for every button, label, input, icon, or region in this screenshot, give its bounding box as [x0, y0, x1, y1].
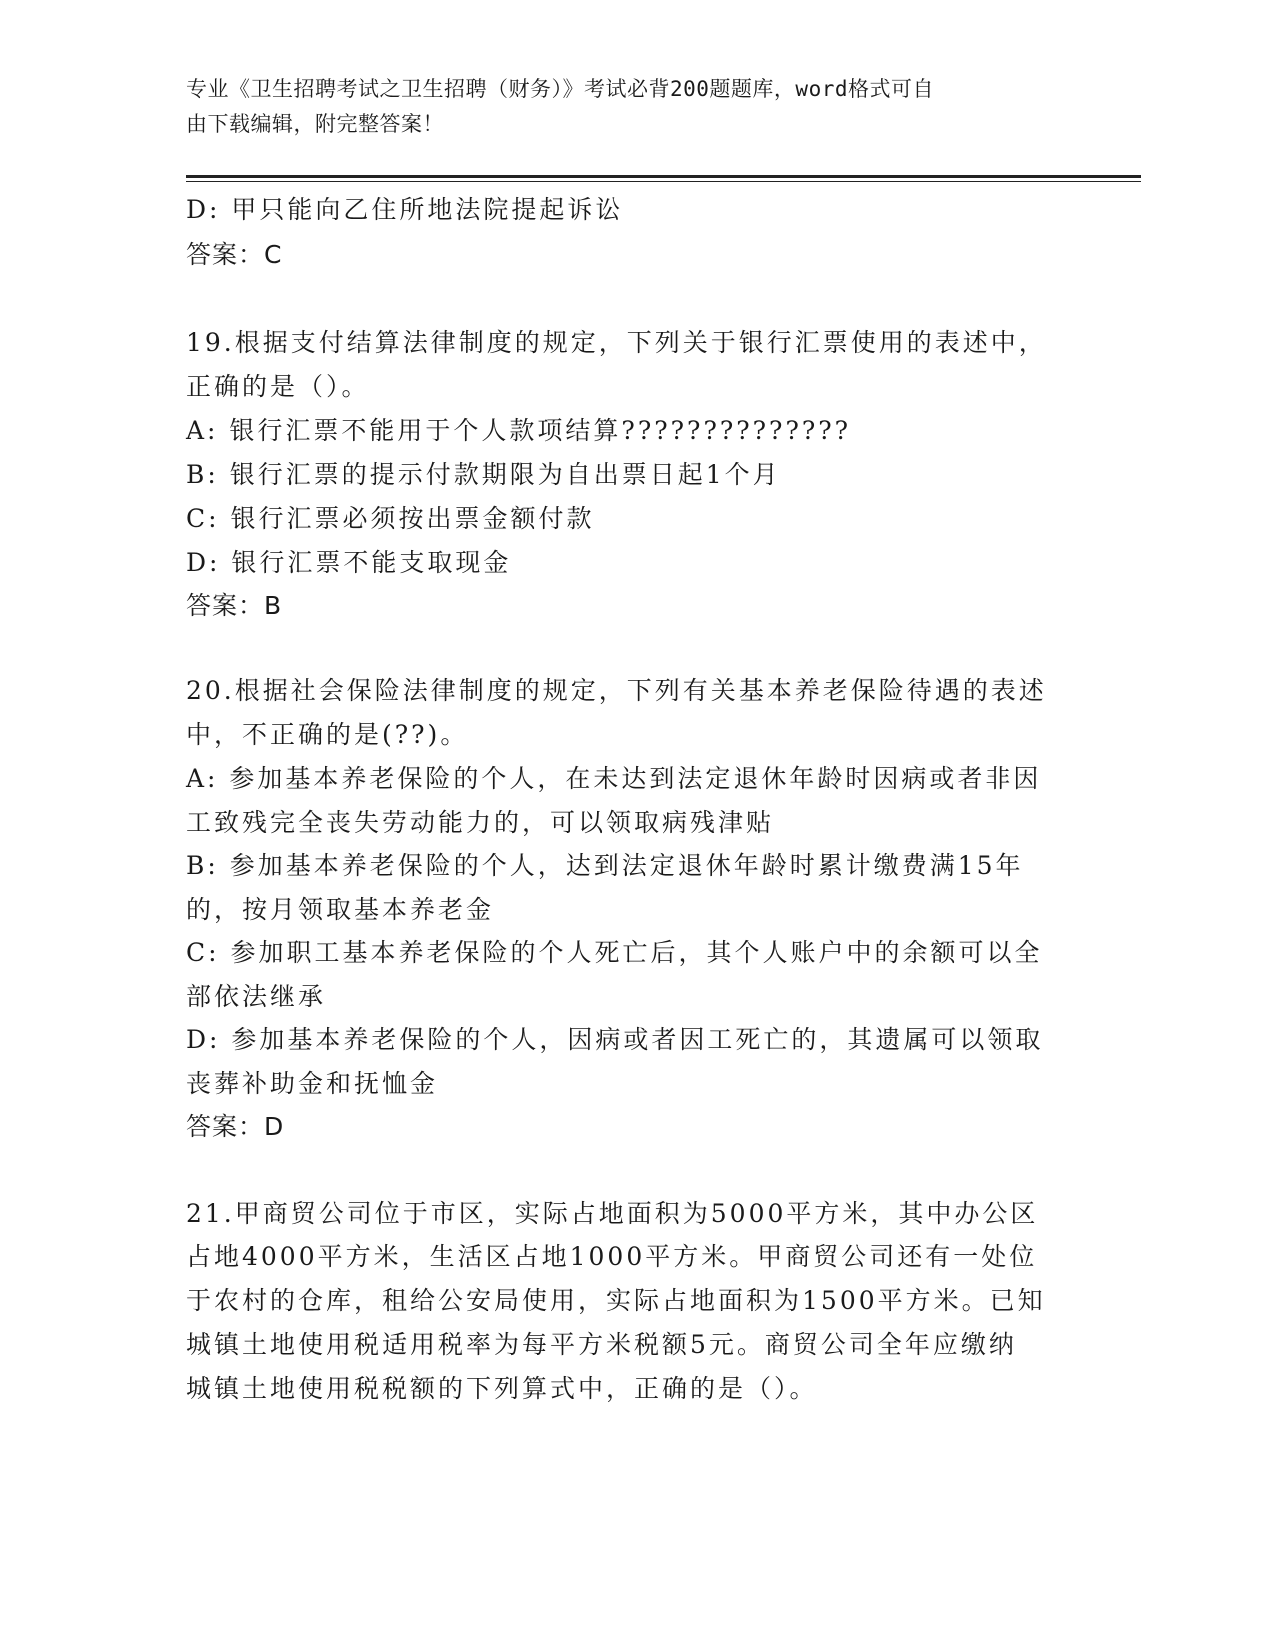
q20-option-d-line-1: D: 参加基本养老保险的个人，因病或者因工死亡的，其遗属可以领取 — [186, 1025, 1044, 1054]
prev-answer: 答案：C — [186, 240, 283, 269]
q20-option-b-line-1: B: 参加基本养老保险的个人，达到法定退休年龄时累计缴费满15年 — [186, 851, 1024, 880]
q20-option-b-line-2: 的，按月领取基本养老金 — [186, 895, 495, 924]
q20-option-a-line-2: 工致残完全丧失劳动能力的，可以领取病残津贴 — [186, 808, 775, 837]
header-divider-thick — [186, 175, 1141, 178]
header-divider-thin — [186, 181, 1141, 182]
q19-stem-line-2: 正确的是（）。 — [186, 372, 370, 401]
header-line-2: 由下载编辑，附完整答案！ — [186, 112, 444, 136]
q19-option-d: D: 银行汇票不能支取现金 — [186, 548, 512, 577]
q21-stem-line-2: 占地4000平方米，生活区占地1000平方米。甲商贸公司还有一处位 — [186, 1242, 1038, 1271]
q19-option-a: A: 银行汇票不能用于个人款项结算?????????????? — [186, 416, 852, 445]
q20-option-c-line-1: C: 参加职工基本养老保险的个人死亡后，其个人账户中的余额可以全 — [186, 938, 1043, 967]
prev-option-d: D: 甲只能向乙住所地法院提起诉讼 — [186, 195, 624, 224]
q19-option-c: C: 银行汇票必须按出票金额付款 — [186, 504, 595, 533]
q21-stem-line-1: 21.甲商贸公司位于市区，实际占地面积为5000平方米，其中办公区 — [186, 1199, 1039, 1228]
q20-stem-line-2: 中，不正确的是(??)。 — [186, 720, 469, 749]
q21-stem-line-4: 城镇土地使用税适用税率为每平方米税额5元。商贸公司全年应缴纳 — [186, 1330, 1017, 1359]
document-header — [186, 72, 1066, 142]
q20-answer: 答案：D — [186, 1112, 285, 1141]
q20-stem-line-1: 20.根据社会保险法律制度的规定，下列有关基本养老保险待遇的表述 — [186, 676, 1047, 705]
header-line-1: 专业《卫生招聘考试之卫生招聘（财务）》考试必背200题题库，word格式可自 — [186, 77, 934, 101]
q20-option-d-line-2: 丧葬补助金和抚恤金 — [186, 1069, 439, 1098]
q20-option-c-line-2: 部依法继承 — [186, 982, 327, 1011]
q19-stem-line-1: 19.根据支付结算法律制度的规定，下列关于银行汇票使用的表述中， — [186, 328, 1047, 357]
q19-answer: 答案：B — [186, 591, 283, 620]
q21-stem-line-5: 城镇土地使用税税额的下列算式中，正确的是（）。 — [186, 1374, 818, 1403]
q21-stem-line-3: 于农村的仓库，租给公安局使用，实际占地面积为1500平方米。已知 — [186, 1286, 1046, 1315]
q19-option-b: B: 银行汇票的提示付款期限为自出票日起1个月 — [186, 460, 781, 489]
q20-option-a-line-1: A: 参加基本养老保险的个人，在未达到法定退休年龄时因病或者非因 — [186, 764, 1042, 793]
